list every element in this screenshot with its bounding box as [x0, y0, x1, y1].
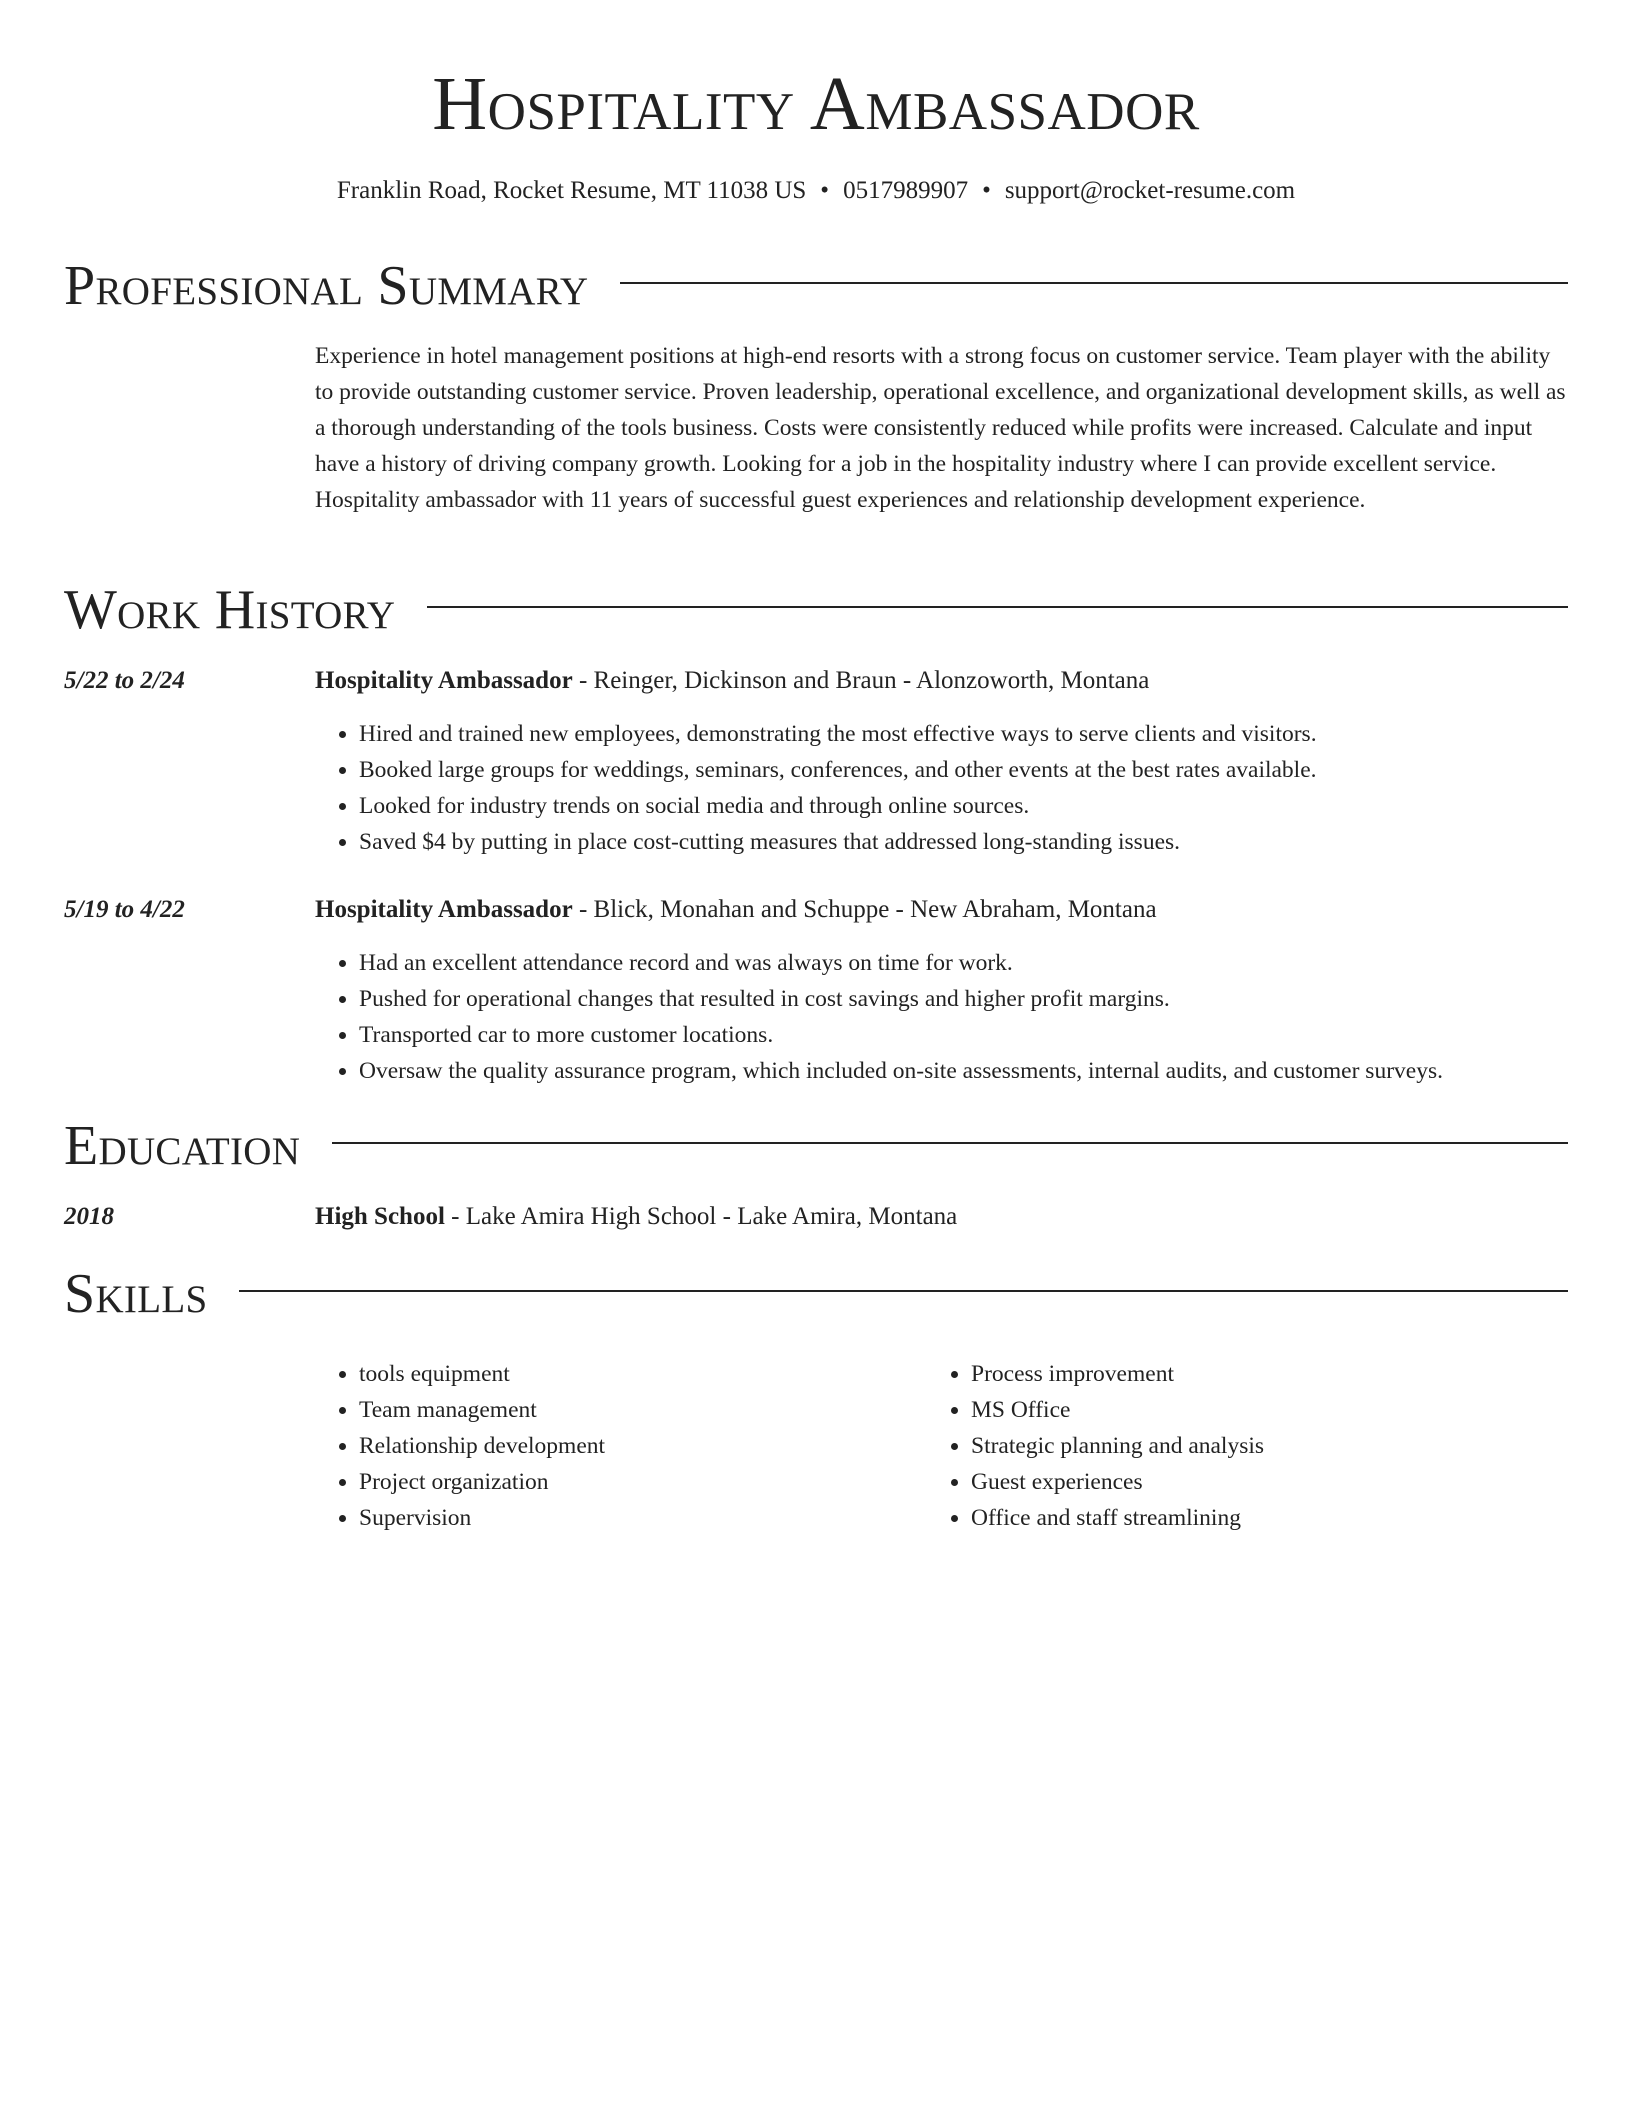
section-divider — [239, 1290, 1568, 1292]
summary-text: Experience in hotel management positions at high-end resorts with a strong focus on customer service. Team player with the ability to provide outstanding customer service. Proven leadership, operational excellence, and organizational development skills, as well as a thorough understanding of the tools business. Costs were consistently reduced while profits were increased. Calculate and input have a history of driving company growth. Looking for a job in the hospitality industry where I can provide excellent service. Hospitality ambassador with 11 years of successful guest experiences and relationship development experience. — [315, 343, 1566, 513]
skill-item: • Relationship development — [359, 1428, 915, 1464]
skill-item: • MS Office — [971, 1392, 1527, 1428]
skills-list-left — [315, 1356, 915, 1536]
skill-item: • Supervision — [359, 1500, 915, 1536]
skills-list-right — [927, 1356, 1527, 1536]
job-duties-list — [315, 716, 1568, 860]
job-title: Hospitality Ambassador — [315, 896, 573, 923]
contact-separator: • — [820, 177, 830, 204]
job-employer: - Blick, Monahan and Schuppe - New Abraham, Montana — [572, 896, 1157, 923]
skill-item: • Strategic planning and analysis — [971, 1428, 1527, 1464]
section-header-work-history — [64, 578, 1568, 642]
contact-line — [64, 174, 1568, 208]
job-title: Hospitality Ambassador — [315, 667, 573, 694]
section-title-work-history: Work History — [64, 579, 396, 641]
job-duty: • Had an excellent attendance record and was always on time for work. — [359, 945, 1568, 981]
job-duty: • Booked large groups for weddings, seminars, conferences, and other events at the best rates available. — [359, 752, 1568, 788]
education-degree: High School — [315, 1203, 445, 1230]
skill-item: • Guest experiences — [971, 1464, 1527, 1500]
section-title-education: Education — [64, 1115, 301, 1177]
section-header-summary — [64, 254, 1568, 318]
job-duty: • Oversaw the quality assurance program, which included on-site assessments, internal audits, and customer surveys. — [359, 1053, 1568, 1089]
skill-item: • Project organization — [359, 1464, 915, 1500]
section-title-summary: Professional Summary — [64, 255, 589, 317]
skill-item: • Process improvement — [971, 1356, 1527, 1392]
skill-item: • tools equipment — [359, 1356, 915, 1392]
job-duty: • Hired and trained new employees, demonstrating the most effective ways to serve clients and visitors. — [359, 716, 1568, 752]
job-duty: • Transported car to more customer locations. — [359, 1017, 1568, 1053]
contact-address: Franklin Road, Rocket Resume, MT 11038 US — [336, 177, 807, 204]
section-divider — [427, 606, 1568, 608]
education-heading — [315, 1200, 1568, 1234]
skill-item: • Office and staff streamlining — [971, 1500, 1527, 1536]
section-divider — [620, 282, 1568, 284]
section-title-skills: Skills — [64, 1263, 208, 1325]
education-year: 2018 — [64, 1203, 114, 1230]
contact-email: support@rocket-resume.com — [1004, 177, 1296, 204]
section-divider — [332, 1142, 1568, 1144]
job-duties-list — [315, 945, 1568, 1089]
contact-separator: • — [982, 177, 991, 204]
section-header-education — [64, 1114, 1568, 1178]
education-school: - Lake Amira High School - Lake Amira, Montana — [444, 1203, 958, 1230]
resume-title: Hospitality Ambassador — [432, 62, 1200, 146]
job-duty: • Saved $4 by putting in place cost-cutting measures that addressed long-standing issues. — [359, 824, 1568, 860]
job-heading — [315, 893, 1568, 927]
job-duty: • Pushed for operational changes that resulted in cost savings and higher profit margins. — [359, 981, 1568, 1017]
skill-item: • Team management — [359, 1392, 915, 1428]
job-duty: • Looked for industry trends on social media and through online sources. — [359, 788, 1568, 824]
job-dates: 5/22 to 2/24 — [64, 667, 185, 694]
contact-phone: 0517989907 — [843, 177, 969, 204]
job-employer: - Reinger, Dickinson and Braun - Alonzoworth, Montana — [572, 667, 1150, 694]
job-heading — [315, 664, 1568, 698]
section-header-skills — [64, 1262, 1568, 1326]
job-dates: 5/19 to 4/22 — [64, 896, 185, 923]
